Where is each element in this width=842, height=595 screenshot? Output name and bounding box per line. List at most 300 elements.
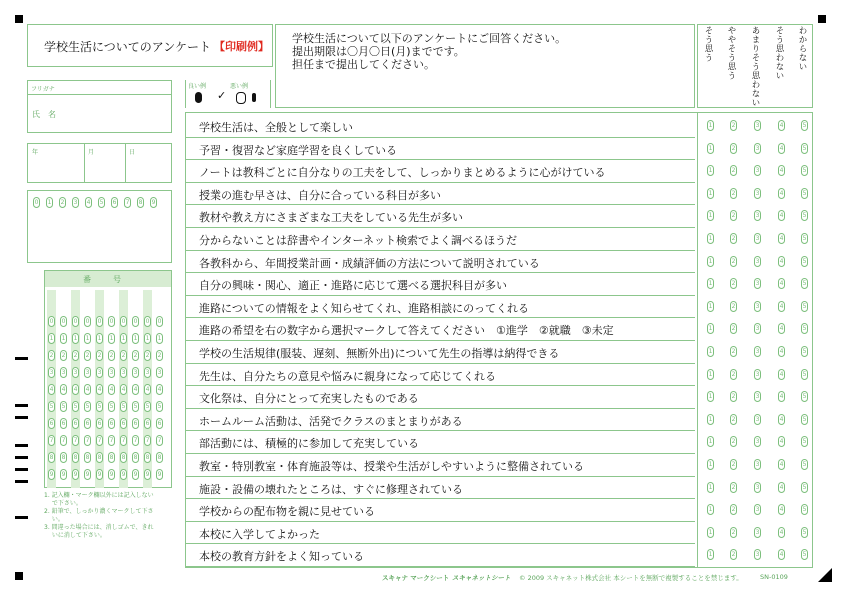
good-example-label: 良い例 bbox=[188, 83, 207, 90]
digit-bubble[interactable]: 6 bbox=[112, 199, 117, 206]
number-bubble[interactable]: 6 bbox=[145, 420, 150, 427]
number-bubble[interactable]: 3 bbox=[85, 369, 90, 376]
number-bubble[interactable]: 5 bbox=[49, 403, 54, 410]
number-bubble[interactable]: 2 bbox=[133, 352, 138, 359]
answer-bubble[interactable]: 5 bbox=[802, 189, 807, 197]
number-bubble[interactable]: 0 bbox=[121, 318, 126, 325]
answer-bubble[interactable]: 3 bbox=[755, 506, 760, 514]
answer-bubble[interactable]: 4 bbox=[779, 325, 784, 333]
number-bubble[interactable]: 7 bbox=[49, 437, 54, 444]
name-field[interactable] bbox=[28, 95, 171, 133]
timing-mark bbox=[15, 444, 28, 447]
answer-bubble[interactable]: 2 bbox=[731, 370, 736, 378]
answer-bubble[interactable]: 3 bbox=[755, 551, 760, 559]
answer-bubble[interactable]: 3 bbox=[755, 370, 760, 378]
answer-bubble[interactable]: 4 bbox=[779, 370, 784, 378]
answer-bubble[interactable]: 5 bbox=[802, 257, 807, 265]
answer-bubble[interactable]: 4 bbox=[779, 280, 784, 288]
answer-bubble[interactable]: 3 bbox=[755, 528, 760, 536]
note-line: 1. 記入欄・マーク欄以外には記入しない bbox=[44, 492, 154, 499]
number-bubble[interactable]: 8 bbox=[97, 454, 102, 461]
answer-bubble[interactable]: 5 bbox=[802, 393, 807, 401]
question-row bbox=[185, 228, 695, 251]
number-bubble[interactable]: 5 bbox=[157, 403, 162, 410]
question-row bbox=[185, 115, 695, 138]
title-box bbox=[27, 24, 273, 67]
answer-bubble[interactable]: 4 bbox=[779, 257, 784, 265]
number-bubble[interactable]: 1 bbox=[61, 335, 66, 342]
number-bubble[interactable]: 7 bbox=[97, 437, 102, 444]
question-text: 部活動には、積極的に参加して充実している bbox=[199, 437, 419, 451]
instruction-line: 担任まで提出してください。 bbox=[292, 58, 435, 71]
answer-bubble[interactable]: 3 bbox=[755, 461, 760, 468]
answer-bubble[interactable]: 3 bbox=[755, 212, 760, 220]
number-bubble[interactable]: 8 bbox=[73, 454, 78, 461]
number-bubble[interactable]: 0 bbox=[145, 318, 150, 325]
question-row bbox=[185, 522, 695, 545]
answer-bubble[interactable]: 4 bbox=[779, 302, 784, 310]
number-bubble[interactable]: 7 bbox=[145, 437, 150, 444]
question-text: 学校の生活規律(服装、遅刻、無断外出)について先生の指導は納得できる bbox=[199, 347, 560, 360]
number-bubble[interactable]: 1 bbox=[133, 335, 138, 342]
question-text: 本校に入学してよかった bbox=[199, 527, 320, 541]
answer-bubble[interactable]: 4 bbox=[779, 167, 784, 175]
answer-bubble[interactable]: 1 bbox=[708, 370, 713, 378]
bad-example-label: 悪い例 bbox=[230, 83, 249, 90]
number-bubble[interactable]: 8 bbox=[145, 454, 150, 461]
answer-bubble[interactable]: 2 bbox=[731, 506, 736, 514]
answer-bubble[interactable]: 4 bbox=[779, 438, 784, 446]
answer-bubble[interactable]: 4 bbox=[779, 144, 784, 152]
number-bubble[interactable]: 6 bbox=[49, 420, 54, 427]
bad-example-dot-icon bbox=[252, 93, 256, 102]
number-bubble[interactable]: 6 bbox=[109, 420, 114, 427]
number-bubble[interactable]: 7 bbox=[133, 437, 138, 444]
answer-bubble[interactable]: 2 bbox=[731, 393, 736, 401]
number-bubble[interactable]: 3 bbox=[121, 369, 126, 376]
answer-bubble[interactable]: 1 bbox=[708, 461, 713, 468]
number-bubble[interactable]: 4 bbox=[109, 386, 114, 393]
year-label: 年 bbox=[32, 149, 39, 156]
answer-bubble[interactable]: 4 bbox=[779, 506, 784, 514]
answer-bubble[interactable]: 2 bbox=[731, 212, 736, 220]
answer-bubble[interactable]: 3 bbox=[755, 280, 760, 288]
answer-bubble[interactable]: 1 bbox=[708, 348, 713, 355]
answer-bubble[interactable]: 2 bbox=[731, 280, 736, 288]
answer-bubble[interactable]: 1 bbox=[708, 257, 713, 265]
number-bubble[interactable]: 2 bbox=[121, 352, 126, 359]
question-row bbox=[185, 477, 695, 500]
answer-bubble[interactable]: 4 bbox=[779, 393, 784, 401]
answer-bubble[interactable]: 2 bbox=[731, 415, 736, 423]
number-bubble[interactable]: 3 bbox=[109, 369, 114, 376]
digit-bubble[interactable]: 4 bbox=[86, 199, 91, 206]
answer-bubble[interactable]: 3 bbox=[755, 235, 760, 242]
question-text: ノートは教科ごとに自分なりの工夫をして、しっかりまとめるように心がけている bbox=[199, 166, 606, 180]
answer-bubble[interactable]: 1 bbox=[708, 280, 713, 288]
number-bubble[interactable]: 0 bbox=[61, 318, 66, 325]
answer-bubble[interactable]: 2 bbox=[731, 551, 736, 559]
answer-bubble[interactable]: 1 bbox=[708, 393, 713, 401]
number-bubble[interactable]: 4 bbox=[157, 386, 162, 393]
question-text: 予習・復習など家庭学習を良くしている bbox=[199, 143, 397, 157]
answer-bubble[interactable]: 5 bbox=[802, 348, 807, 355]
number-bubble[interactable]: 4 bbox=[97, 386, 102, 393]
number-bubble[interactable]: 9 bbox=[85, 471, 90, 478]
answer-bubble[interactable]: 1 bbox=[708, 438, 713, 446]
instruction-line: 提出期限は〇月〇日(月)までです。 bbox=[292, 45, 465, 58]
answer-bubble[interactable]: 2 bbox=[731, 167, 736, 175]
answer-bubble[interactable]: 2 bbox=[731, 483, 736, 491]
number-bubble[interactable]: 2 bbox=[73, 352, 78, 359]
number-bubble[interactable]: 3 bbox=[49, 369, 54, 376]
question-text: 施設・設備の壊れたところは、すぐに修理されている bbox=[199, 482, 463, 496]
number-bubble[interactable]: 1 bbox=[109, 335, 114, 342]
digit-bubble[interactable]: 2 bbox=[60, 199, 65, 206]
number-bubble[interactable]: 1 bbox=[85, 335, 90, 342]
number-bubble[interactable]: 6 bbox=[97, 420, 102, 427]
number-bubble[interactable]: 3 bbox=[61, 369, 66, 376]
answer-bubble[interactable]: 3 bbox=[755, 302, 760, 310]
note-line: い。 bbox=[44, 516, 64, 523]
answer-bubble[interactable]: 1 bbox=[708, 483, 713, 491]
number-bubble[interactable]: 4 bbox=[85, 386, 90, 393]
answer-bubble[interactable]: 4 bbox=[779, 189, 784, 197]
question-row bbox=[185, 386, 695, 409]
question-text: 分からないことは辞書やインターネット検索でよく調べるほうだ bbox=[199, 234, 518, 247]
date-divider bbox=[84, 144, 85, 182]
answer-bubble[interactable]: 3 bbox=[755, 144, 760, 152]
number-bubble[interactable]: 6 bbox=[73, 420, 78, 427]
answer-bubble[interactable]: 5 bbox=[802, 302, 807, 310]
timing-mark bbox=[15, 516, 28, 519]
answer-bubble[interactable]: 4 bbox=[779, 348, 784, 355]
footer-code: SN-0109 bbox=[760, 573, 788, 581]
answer-bubble[interactable]: 1 bbox=[708, 167, 713, 175]
number-bubble[interactable]: 7 bbox=[157, 437, 162, 444]
answer-header: わからない bbox=[797, 26, 807, 71]
number-bubble[interactable]: 8 bbox=[133, 454, 138, 461]
answer-header: そう思わない bbox=[774, 26, 784, 80]
number-bubble[interactable]: 2 bbox=[49, 352, 54, 359]
answer-bubble[interactable]: 2 bbox=[731, 438, 736, 446]
question-text: 進路の希望を右の数字から選択マークして答えてください ①進学 ②就職 ③未定 bbox=[199, 324, 614, 338]
answer-bubble[interactable]: 1 bbox=[708, 235, 713, 242]
number-bubble[interactable]: 5 bbox=[133, 403, 138, 410]
digit-box bbox=[27, 190, 172, 263]
date-divider bbox=[125, 144, 126, 182]
number-bubble[interactable]: 3 bbox=[157, 369, 162, 376]
number-bubble[interactable]: 7 bbox=[121, 437, 126, 444]
question-row bbox=[185, 499, 695, 522]
number-bubble[interactable]: 7 bbox=[61, 437, 66, 444]
name-label: 氏 名 bbox=[32, 110, 56, 119]
instruction-text bbox=[292, 32, 566, 71]
question-row bbox=[185, 205, 695, 228]
number-bubble[interactable]: 9 bbox=[49, 471, 54, 478]
answer-bubble[interactable]: 2 bbox=[731, 189, 736, 197]
number-bubble[interactable]: 0 bbox=[49, 318, 54, 325]
question-row bbox=[185, 160, 695, 183]
question-row bbox=[185, 544, 695, 567]
registration-mark-bottom-left bbox=[15, 572, 23, 580]
answer-bubble[interactable]: 3 bbox=[755, 415, 760, 423]
number-bubble[interactable]: 0 bbox=[157, 318, 162, 325]
number-bubble[interactable]: 5 bbox=[73, 403, 78, 410]
number-bubble[interactable]: 6 bbox=[61, 420, 66, 427]
number-bubble[interactable]: 5 bbox=[121, 403, 126, 410]
number-bubble[interactable]: 2 bbox=[85, 352, 90, 359]
number-bubble[interactable]: 5 bbox=[145, 403, 150, 410]
answer-bubble[interactable]: 4 bbox=[779, 235, 784, 242]
number-bubble[interactable]: 9 bbox=[73, 471, 78, 478]
question-row bbox=[185, 454, 695, 477]
day-label: 日 bbox=[129, 149, 136, 156]
number-bubble[interactable]: 9 bbox=[121, 471, 126, 478]
answer-bubble[interactable]: 1 bbox=[708, 212, 713, 220]
date-box bbox=[27, 143, 172, 183]
answer-bubble[interactable]: 1 bbox=[708, 528, 713, 536]
answer-bubble[interactable]: 5 bbox=[802, 325, 807, 333]
answer-bubble[interactable]: 2 bbox=[731, 235, 736, 242]
answer-bubble[interactable]: 3 bbox=[755, 257, 760, 265]
number-bubble[interactable]: 3 bbox=[73, 369, 78, 376]
question-row bbox=[185, 431, 695, 454]
answer-bubble[interactable]: 3 bbox=[755, 189, 760, 197]
answer-bubble[interactable]: 3 bbox=[755, 348, 760, 355]
digit-bubble[interactable]: 7 bbox=[125, 199, 130, 206]
answer-bubble[interactable]: 5 bbox=[802, 438, 807, 446]
digit-bubble[interactable]: 9 bbox=[151, 199, 156, 206]
answer-column-divider bbox=[697, 112, 698, 568]
timing-mark bbox=[15, 456, 28, 459]
number-bubble[interactable]: 7 bbox=[109, 437, 114, 444]
question-text: 教室・特別教室・体育施設等は、授業や生活がしやすいように整備されている bbox=[199, 460, 584, 473]
instruction-line: 学校生活について以下のアンケートにご回答ください。 bbox=[292, 32, 567, 45]
question-text: 学校からの配布物を親に見せている bbox=[199, 505, 375, 519]
note-line: いに消して下さい。 bbox=[44, 532, 106, 539]
answer-bubble[interactable]: 5 bbox=[802, 212, 807, 220]
timing-mark bbox=[15, 416, 28, 419]
answer-bubble[interactable]: 1 bbox=[708, 415, 713, 423]
number-bubble[interactable]: 8 bbox=[61, 454, 66, 461]
name-box bbox=[27, 80, 172, 133]
number-panel-title: 番 号 bbox=[83, 275, 123, 284]
question-text: 教材や教え方にさまざまな工夫をしている先生が多い bbox=[199, 211, 463, 225]
answer-bubble[interactable]: 1 bbox=[708, 122, 713, 129]
number-bubble[interactable]: 0 bbox=[73, 318, 78, 325]
answer-bubble[interactable]: 3 bbox=[755, 325, 760, 333]
answer-bubble[interactable]: 4 bbox=[779, 528, 784, 536]
number-bubble[interactable]: 7 bbox=[73, 437, 78, 444]
timing-mark bbox=[15, 357, 28, 360]
answer-bubble[interactable]: 5 bbox=[802, 167, 807, 175]
question-row bbox=[185, 341, 695, 364]
question-row bbox=[185, 183, 695, 206]
marking-example-box bbox=[185, 80, 271, 108]
number-bubble[interactable]: 8 bbox=[121, 454, 126, 461]
answer-bubble[interactable]: 3 bbox=[755, 393, 760, 401]
number-bubble[interactable]: 7 bbox=[85, 437, 90, 444]
answer-bubble[interactable]: 5 bbox=[802, 122, 807, 129]
digit-bubble[interactable]: 8 bbox=[138, 199, 143, 206]
answer-bubble[interactable]: 5 bbox=[802, 461, 807, 468]
number-bubble[interactable]: 9 bbox=[97, 471, 102, 478]
number-bubble[interactable]: 6 bbox=[157, 420, 162, 427]
number-bubble[interactable]: 3 bbox=[145, 369, 150, 376]
number-bubble[interactable]: 1 bbox=[121, 335, 126, 342]
answer-bubble[interactable]: 2 bbox=[731, 528, 736, 536]
answer-bubble[interactable]: 5 bbox=[802, 483, 807, 491]
answer-bubble[interactable]: 3 bbox=[755, 438, 760, 446]
answer-bubble[interactable]: 4 bbox=[779, 212, 784, 220]
number-bubble[interactable]: 0 bbox=[109, 318, 114, 325]
question-text: ホームルーム活動は、活発でクラスのまとまりがある bbox=[199, 414, 463, 428]
digit-bubble[interactable]: 0 bbox=[34, 199, 39, 206]
number-bubble[interactable]: 0 bbox=[85, 318, 90, 325]
answer-bubble[interactable]: 2 bbox=[731, 257, 736, 265]
question-text: 進路についての情報をよく知らせてくれ、進路相談にのってくれる bbox=[199, 301, 529, 315]
digit-bubble[interactable]: 3 bbox=[73, 199, 78, 206]
answer-bubble[interactable]: 1 bbox=[708, 325, 713, 333]
question-row bbox=[185, 296, 695, 319]
answer-bubble[interactable]: 5 bbox=[802, 370, 807, 378]
digit-bubble[interactable]: 5 bbox=[99, 199, 104, 206]
number-bubble[interactable]: 5 bbox=[97, 403, 102, 410]
number-bubble[interactable]: 5 bbox=[109, 403, 114, 410]
footer-brand-2: スキャネットシート bbox=[452, 574, 511, 582]
answer-bubble[interactable]: 5 bbox=[802, 235, 807, 242]
answer-bubble[interactable]: 1 bbox=[708, 506, 713, 514]
answer-bubble[interactable]: 5 bbox=[802, 415, 807, 423]
number-bubble[interactable]: 9 bbox=[133, 471, 138, 478]
number-bubble[interactable]: 1 bbox=[73, 335, 78, 342]
number-bubble[interactable]: 9 bbox=[109, 471, 114, 478]
month-label: 月 bbox=[88, 149, 95, 156]
number-bubble[interactable]: 2 bbox=[97, 352, 102, 359]
answer-bubble[interactable]: 4 bbox=[779, 461, 784, 468]
number-bubble[interactable]: 8 bbox=[85, 454, 90, 461]
question-row bbox=[185, 251, 695, 274]
answer-bubble[interactable]: 2 bbox=[731, 302, 736, 310]
answer-bubble[interactable]: 5 bbox=[802, 551, 807, 559]
answer-bubble[interactable]: 2 bbox=[731, 461, 736, 468]
number-bubble[interactable]: 4 bbox=[121, 386, 126, 393]
registration-mark-top-left bbox=[15, 15, 23, 23]
answer-bubble[interactable]: 1 bbox=[708, 189, 713, 197]
answer-bubble[interactable]: 3 bbox=[755, 167, 760, 175]
number-bubble[interactable]: 4 bbox=[145, 386, 150, 393]
number-bubble[interactable]: 9 bbox=[157, 471, 162, 478]
number-bubble[interactable]: 4 bbox=[61, 386, 66, 393]
number-bubble[interactable]: 1 bbox=[97, 335, 102, 342]
number-bubble[interactable]: 2 bbox=[145, 352, 150, 359]
number-bubble[interactable]: 4 bbox=[133, 386, 138, 393]
answer-bubble[interactable]: 4 bbox=[779, 415, 784, 423]
answer-bubble[interactable]: 3 bbox=[755, 483, 760, 491]
sheet-title: 学校生活についてのアンケート bbox=[44, 40, 212, 54]
answer-bubble[interactable]: 3 bbox=[755, 122, 760, 129]
footer-copyright: © 2009 スキャネット株式会社 本シートを無断で複製することを禁じます。 bbox=[519, 574, 743, 582]
notes bbox=[44, 492, 154, 540]
registration-mark-bottom-right bbox=[818, 568, 832, 582]
instruction-box bbox=[275, 24, 695, 108]
answer-header: ややそう思う bbox=[726, 26, 736, 80]
number-bubble[interactable]: 6 bbox=[121, 420, 126, 427]
question-row bbox=[185, 318, 695, 341]
number-bubble[interactable]: 2 bbox=[157, 352, 162, 359]
number-bubble[interactable]: 4 bbox=[73, 386, 78, 393]
number-bubble[interactable]: 8 bbox=[157, 454, 162, 461]
question-text: 学校生活は、全般として楽しい bbox=[199, 121, 353, 134]
number-bubble[interactable]: 3 bbox=[97, 369, 102, 376]
answer-bubble[interactable]: 4 bbox=[779, 122, 784, 129]
question-text: 本校の教育方針をよく知っている bbox=[199, 550, 364, 564]
number-bubble[interactable]: 0 bbox=[133, 318, 138, 325]
bad-example-circle-icon bbox=[236, 92, 246, 104]
answer-bubble[interactable]: 2 bbox=[731, 348, 736, 355]
number-bubble[interactable]: 6 bbox=[133, 420, 138, 427]
answer-bubble[interactable]: 4 bbox=[779, 551, 784, 559]
question-text: 授業の進む早さは、自分に合っている科目が多い bbox=[199, 188, 441, 202]
bad-example-check-icon: ✓ bbox=[217, 89, 227, 102]
number-bubble[interactable]: 8 bbox=[109, 454, 114, 461]
note-line: 3. 間違った場合には、消しゴムで、きれ bbox=[44, 524, 154, 531]
answer-bubble[interactable]: 2 bbox=[731, 144, 736, 152]
question-text: 自分の興味・関心、適正・進路に応じて選べる選択科目が多い bbox=[199, 279, 507, 293]
answer-bubble[interactable]: 2 bbox=[731, 122, 736, 129]
note-line: で下さい。 bbox=[44, 500, 82, 507]
note-line: 2. 鉛筆で、しっかり濃くマークして下さ bbox=[44, 508, 154, 515]
number-bubble[interactable]: 1 bbox=[157, 335, 162, 342]
digit-bubble[interactable]: 1 bbox=[47, 199, 52, 206]
print-sample-label: 【印刷例】 bbox=[214, 40, 269, 53]
answer-bubble[interactable]: 1 bbox=[708, 144, 713, 152]
question-text: 先生は、自分たちの意見や悩みに親身になって応じてくれる bbox=[199, 369, 496, 383]
number-bubble[interactable]: 6 bbox=[85, 420, 90, 427]
furigana-label: フリガナ bbox=[31, 86, 55, 93]
number-bubble[interactable]: 2 bbox=[109, 352, 114, 359]
answer-header: あまりそう思わない bbox=[750, 26, 760, 107]
answer-bubble[interactable]: 2 bbox=[731, 325, 736, 333]
answer-bubble[interactable]: 5 bbox=[802, 280, 807, 288]
question-text: 各教科から、年間授業計画・成績評価の方法について説明されている bbox=[199, 256, 540, 270]
number-bubble[interactable]: 1 bbox=[145, 335, 150, 342]
timing-mark bbox=[15, 404, 28, 407]
number-bubble[interactable]: 4 bbox=[49, 386, 54, 393]
answer-bubble[interactable]: 1 bbox=[708, 551, 713, 559]
question-row bbox=[185, 138, 695, 161]
registration-mark-top-right bbox=[818, 15, 826, 23]
number-bubble[interactable]: 1 bbox=[49, 335, 54, 342]
number-bubble[interactable]: 3 bbox=[133, 369, 138, 376]
number-bubble[interactable]: 9 bbox=[61, 471, 66, 478]
answer-bubble[interactable]: 4 bbox=[779, 483, 784, 491]
number-bubble[interactable]: 2 bbox=[61, 352, 66, 359]
good-example-bubble bbox=[195, 92, 202, 103]
answer-bubble[interactable]: 1 bbox=[708, 302, 713, 310]
footer-brand-1: スキャナ マークシート bbox=[382, 574, 450, 582]
number-bubble[interactable]: 5 bbox=[61, 403, 66, 410]
number-bubble[interactable]: 9 bbox=[145, 471, 150, 478]
question-row bbox=[185, 364, 695, 387]
answer-bubble[interactable]: 5 bbox=[802, 144, 807, 152]
answer-bubble[interactable]: 5 bbox=[802, 528, 807, 536]
answer-bubble[interactable]: 5 bbox=[802, 506, 807, 514]
number-bubble[interactable]: 0 bbox=[97, 318, 102, 325]
number-bubble[interactable]: 5 bbox=[85, 403, 90, 410]
number-bubble[interactable]: 8 bbox=[49, 454, 54, 461]
